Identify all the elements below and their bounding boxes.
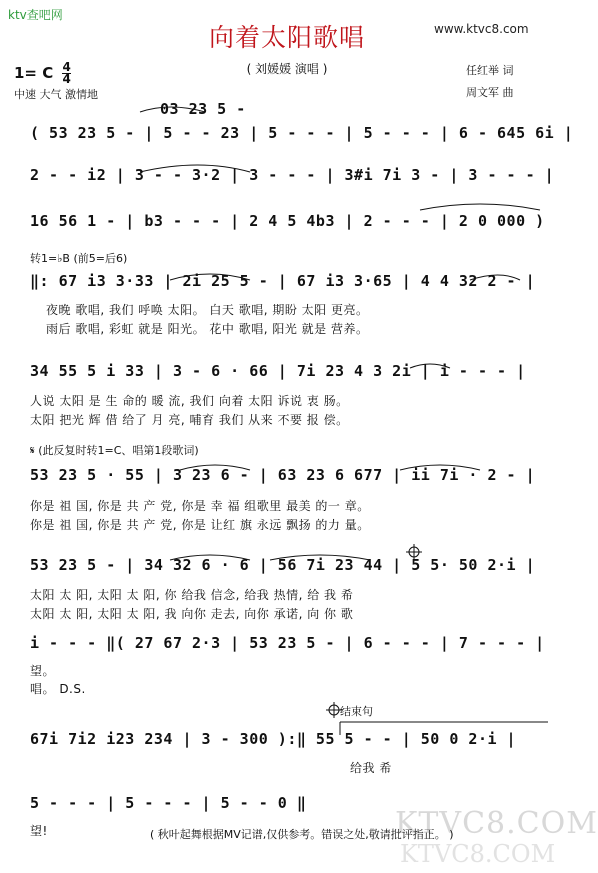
watermark: KTVC8.COM bbox=[395, 806, 598, 841]
lyric-line: 人说 太阳 是 生 命的 暖 流, 我们 向着 太阳 诉说 衷 肠。 bbox=[30, 394, 349, 408]
notation-line: i - - - ‖( 27 67 2·3 | 53 23 5 - | 6 - - - | 7 - - - | bbox=[30, 634, 545, 652]
site-url: www.ktvc8.com bbox=[434, 22, 529, 36]
lyric-line: 唱。 D.S. bbox=[30, 682, 86, 696]
notation-line: 5 - - - | 5 - - - | 5 - - 0 ‖ bbox=[30, 794, 307, 812]
song-title: 向着太阳歌唱 bbox=[208, 23, 365, 52]
notation-line: 2 - - i2 | 3 - - 3·2 | 3 - - - | 3#i 7i 3 - | 3 - - - | bbox=[30, 166, 555, 184]
lyric-line: 望! bbox=[30, 824, 48, 838]
lyric-line: 你是 祖 国, 你是 共 产 党, 你是 幸 福 组歌里 最美 的一 章。 bbox=[30, 499, 370, 513]
lyric-line: 雨后 歌唱, 彩虹 就是 阳光。 花中 歌唱, 阳光 就是 营养。 bbox=[46, 322, 369, 336]
footer-note: ( 秋叶起舞根据MV记谱,仅供参考。错误之处,敬请批评指正。 ) bbox=[150, 828, 454, 841]
lyric-line: 太阳 太 阳, 太阳 太 阳, 我 向你 走去, 向你 承诺, 向 你 歌 bbox=[30, 607, 354, 621]
notation-line: 67i 7i2 i23 234 | 3 - 300 ):‖ 55 5 - - | 50 0 2·i | bbox=[30, 730, 517, 748]
notation-line: ( 53 23 5 - | 5 - - 23 | 5 - - - | 5 - - - | 6 - 645 6i | bbox=[30, 124, 574, 142]
score-annotation: 𝄋 (此反复时转1=C、唱第1段歌词) bbox=[30, 444, 199, 457]
notation-line: 03 23 5 - bbox=[160, 100, 246, 118]
time-bottom: 4 bbox=[62, 72, 71, 86]
notation-line: 16 56 1 - | b3 - - - | 2 4 5 4b3 | 2 - - - | 2 0 000 ) bbox=[30, 212, 545, 230]
site-logo-left: ktv查吧网 bbox=[8, 8, 63, 22]
lyric-line: 你是 祖 国, 你是 共 产 党, 你是 让红 旗 永远 飘扬 的力 量。 bbox=[30, 518, 370, 532]
watermark-shadow: KTVC8.COM bbox=[400, 840, 556, 868]
lyric-line: 太阳 太 阳, 太阳 太 阳, 你 给我 信念, 给我 热情, 给 我 希 bbox=[30, 588, 354, 602]
key-label: 1= C bbox=[14, 64, 54, 82]
composer-credit: 周文军 曲 bbox=[466, 86, 514, 99]
notation-line: ‖: 67 i3 3·33 | 2i 25 5 - | 67 i3 3·65 | 4 4 32 2 - | bbox=[30, 272, 536, 290]
singer-line: ( 刘媛媛 演唱 ) bbox=[246, 62, 328, 76]
notation-line: 34 55 5 i 33 | 3 - 6 · 66 | 7i 23 4 3 2i | i - - - | bbox=[30, 362, 526, 380]
lyricist-credit: 任红举 词 bbox=[466, 64, 514, 77]
time-top: 4 bbox=[62, 60, 71, 74]
notation-line: 53 23 5 - | 34 32 6 · 6 | 56 7i 23 44 | 5 5· 50 2·i | bbox=[30, 556, 536, 574]
lyric-line: 太阳 把光 辉 借 给了 月 亮, 哺育 我们 从来 不要 报 偿。 bbox=[30, 413, 349, 427]
notation-line: 53 23 5 · 55 | 3 23 6 - | 63 23 6 677 | ii 7i · 2 - | bbox=[30, 466, 536, 484]
lyric-line: 夜晚 歌唱, 我们 呼唤 太阳。 白天 歌唱, 期盼 太阳 更亮。 bbox=[46, 303, 369, 317]
lyric-line: 给我 希 bbox=[350, 761, 392, 775]
tempo-marking: 中速 大气 激情地 bbox=[14, 88, 98, 101]
score-annotation: 转1=♭B (前5=后6) bbox=[30, 252, 128, 265]
lyric-line: 望。 bbox=[30, 664, 56, 678]
score-annotation: 结束句 bbox=[340, 705, 373, 718]
